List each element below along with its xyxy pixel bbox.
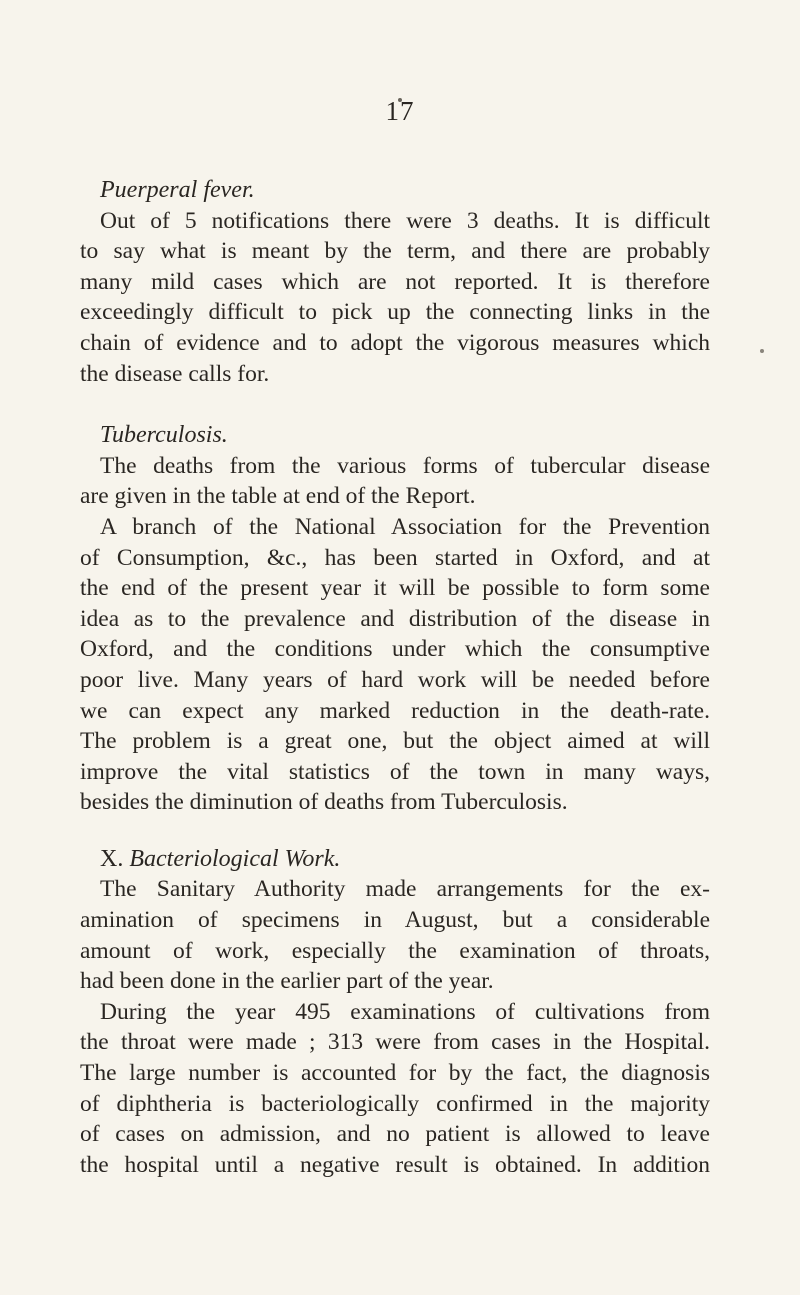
text-line: amount of work, especially the examination of throats,: [80, 937, 710, 964]
text-line: of cases on admission, and no patient is allowed to leave: [80, 1121, 710, 1148]
text-line: Out of 5 notifications there were 3 deaths. It is difficult: [100, 207, 710, 234]
ink-speck: [760, 349, 764, 353]
text-line: chain of evidence and to adopt the vigorous measures which: [80, 329, 710, 356]
text-line: the end of the present year it will be possible to form some: [80, 575, 710, 602]
text-line: are given in the table at end of the Report.: [80, 483, 476, 510]
section-title: Bacteriological Work.: [129, 845, 341, 872]
text-line: amination of specimens in August, but a considerable: [80, 907, 710, 934]
text-line: The Sanitary Authority made arrangements for the ex-: [100, 876, 710, 903]
text-line: of diphtheria is bacteriologically confirmed in the majority: [80, 1090, 710, 1117]
text-line: the throat were made ; 313 were from cases in the Hospital.: [80, 1029, 710, 1056]
text-line: to say what is meant by the term, and there are probably: [80, 238, 710, 265]
text-line: A branch of the National Association for the Prevention: [100, 513, 710, 540]
text-line: During the year 495 examinations of cultivations from: [100, 998, 710, 1025]
text-line: The problem is a great one, but the object aimed at will: [80, 728, 710, 755]
text-line: the hospital until a negative result is obtained. In addition: [80, 1151, 710, 1178]
text-line: besides the diminution of deaths from Tuberculosis.: [80, 789, 568, 816]
text-line: The deaths from the various forms of tubercular disease: [100, 452, 710, 479]
text-line: many mild cases which are not reported. It is therefore: [80, 268, 710, 295]
text-line: we can expect any marked reduction in the death-rate.: [80, 697, 710, 724]
section-heading-puerperal-fever: Puerperal fever.: [100, 177, 255, 203]
text-line: idea as to the prevalence and distribution of the disease in: [80, 605, 710, 632]
text-line: Oxford, and the conditions under which the consumptive: [80, 636, 710, 663]
text-line: exceedingly difficult to pick up the connecting links in the: [80, 299, 710, 326]
text-line: had been done in the earlier part of the year.: [80, 968, 494, 995]
text-line: The large number is accounted for by the fact, the diagnosis: [80, 1060, 710, 1087]
page-number: 17: [385, 96, 415, 126]
section-number: X.: [100, 845, 124, 872]
text-line: the disease calls for.: [80, 360, 270, 387]
text-line: poor live. Many years of hard work will be needed before: [80, 666, 710, 693]
body-text: [80, 175, 710, 1180]
section-heading-bacteriological-work: [80, 844, 710, 875]
text-line: improve the vital statistics of the town in many ways,: [80, 758, 710, 785]
section-heading-tuberculosis: Tuberculosis.: [100, 422, 228, 449]
text-line: of Consumption, &c., has been started in Oxford, and at: [80, 544, 710, 571]
